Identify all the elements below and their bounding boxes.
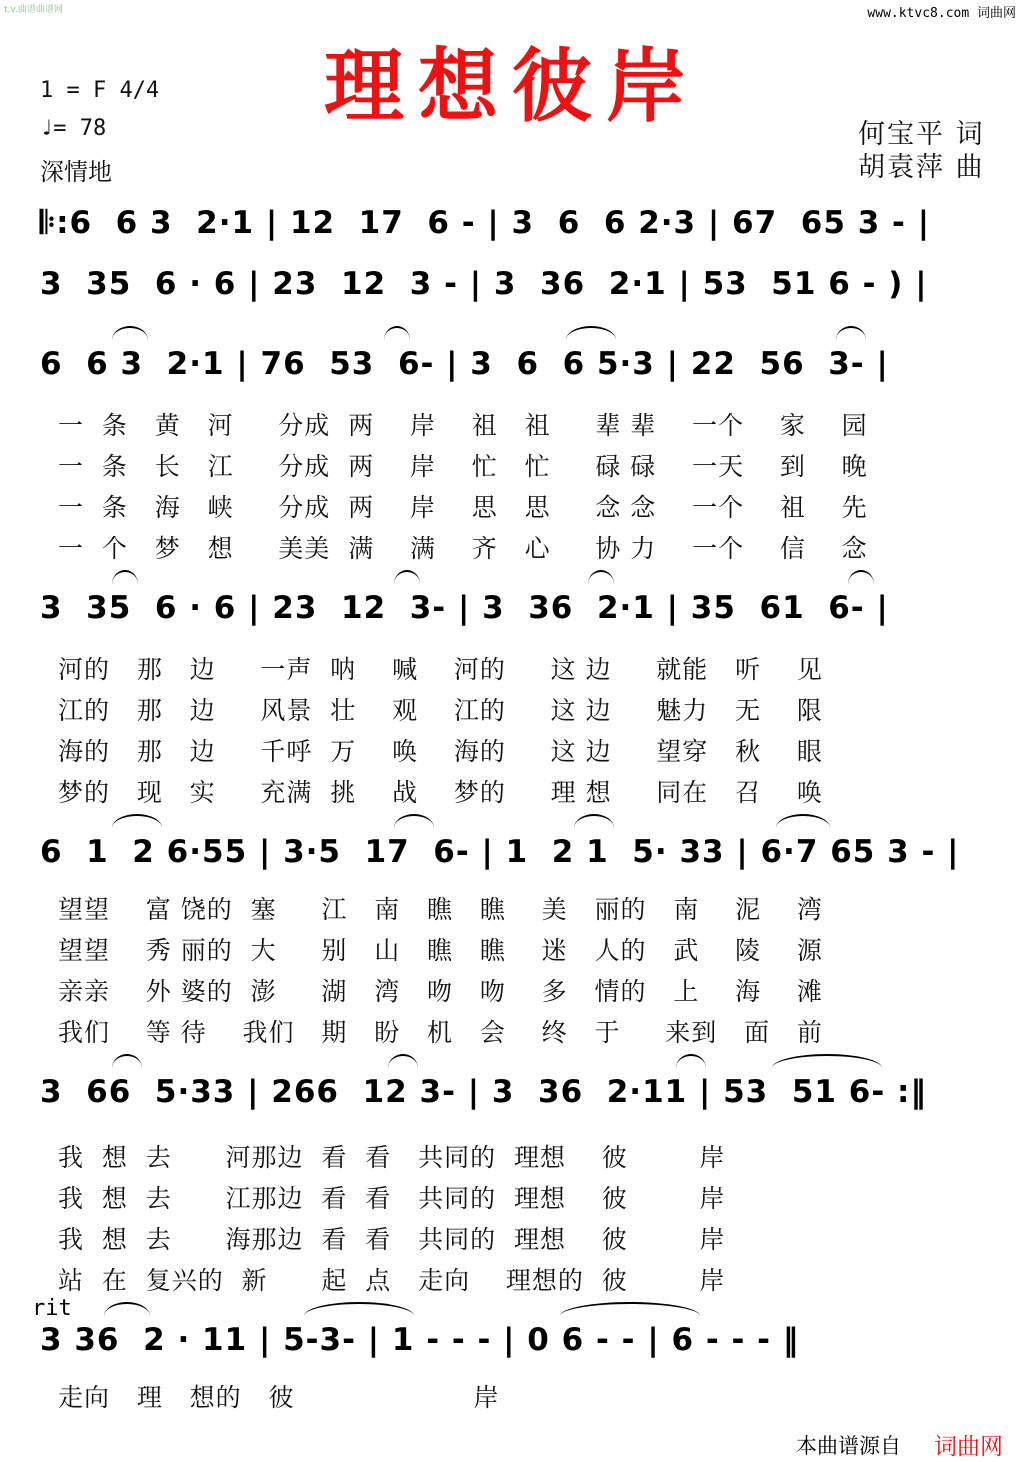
watermark-left: t.v.曲谱曲谱网 [4,5,63,15]
staff-line-7: 3 36 2 · 11 | 5-3- | 1 - - - | 0 6 - - | 6 - - - ‖ [40,1322,800,1358]
slur-mark [112,570,138,584]
staff-line-1: 𝄆:6 6 3 2·1 | 12 17 6 - | 3 6 6 2·3 | 67 65 3 - | [40,205,931,241]
lyric-line: 梦的 现 实 充满 挑 战 梦的 理 想 同在 召 唤 [58,778,823,807]
staff-line-5: 6 1 2 6·55 | 3·5 17 6- | 1 2 1 5· 33 | 6·7 65 3 - | [40,834,960,870]
lyric-line: 我们 等 待 我们 期 盼 机 会 终 于 来到 面 前 [58,1018,823,1047]
song-title: 理想彼岸 [324,40,700,133]
composer-credit: 胡袁萍 曲 [858,152,985,183]
slur-mark [384,326,410,340]
lyric-line: 站 在 复兴的 新 起 点 走向 理想的 彼 岸 [58,1266,726,1295]
lyric-line: 一 个 梦 想 美美 满 满 齐 心 协 力 一个 信 念 [58,534,868,563]
lyric-line: 一 条 海 峡 分成 两 岸 思 思 念 念 一个 祖 先 [58,493,868,522]
key-signature: 1 = F 4/4 [40,78,160,103]
slur-mark [676,1054,706,1068]
source-label: 本曲谱源自 [796,1434,901,1458]
lyricist-credit: 何宝平 词 [858,119,985,150]
tempo-marking [40,116,106,141]
slur-mark [776,814,830,828]
lyric-line: 我 想 去 江那边 看 看 共同的 理想 彼 岸 [58,1184,726,1213]
lyric-line: 望望 秀 丽的 大 别 山 瞧 瞧 迷 人的 武 陵 源 [58,936,823,965]
lyric-line: 我 想 去 河那边 看 看 共同的 理想 彼 岸 [58,1143,726,1172]
lyric-line: 河的 那 边 一声 呐 喊 河的 这 边 就能 听 见 [58,655,823,684]
quarter-note-icon: ♩ [40,116,54,141]
staff-line-6: 3 66 5·33 | 266 12 3- | 3 36 2·11 | 53 51 6- :‖ [40,1074,927,1110]
source-site-link[interactable]: 词曲网 [934,1434,1003,1460]
slur-mark [104,1302,150,1316]
slur-mark [112,326,148,340]
lyric-line: 走向 理 想的 彼 岸 [58,1383,500,1412]
staff-line-2: 3 35 6 · 6 | 23 12 3 - | 3 36 2·1 | 53 51 6 - ) | [40,266,928,302]
ritardando-marking: rit [32,1296,72,1321]
staff-line-4: 3 35 6 · 6 | 23 12 3- | 3 36 2·1 | 35 61 6- | [40,590,889,626]
lyric-line: 望望 富 饶的 塞 江 南 瞧 瞧 美 丽的 南 泥 湾 [58,895,823,924]
watermark-right: www.ktvc8.com 词曲网 [867,6,1016,21]
slur-mark [112,1054,142,1068]
slur-mark [560,1302,700,1316]
slur-mark [304,1302,414,1316]
slur-mark [772,1054,882,1068]
staff-line-3: 6 6 3 2·1 | 76 53 6- | 3 6 6 5·3 | 22 56 3- | [40,346,889,382]
lyric-line: 亲亲 外 婆的 澎 湖 湾 吻 吻 多 情的 上 海 滩 [58,977,823,1006]
slur-mark [394,814,434,828]
tempo-value: = 78 [53,116,107,141]
slur-mark [588,570,614,584]
slur-mark [388,1054,418,1068]
slur-mark [836,326,866,340]
lyric-line: 海的 那 边 千呼 万 唤 海的 这 边 望穿 秋 眼 [58,737,823,766]
slur-mark [848,570,874,584]
expression-marking: 深情地 [40,158,112,186]
slur-mark [394,570,420,584]
lyric-line: 一 条 长 江 分成 两 岸 忙 忙 碌 碌 一天 到 晚 [58,452,868,481]
slur-mark [566,326,616,340]
slur-mark [574,814,614,828]
slur-mark [112,814,162,828]
lyric-line: 江的 那 边 风景 壮 观 江的 这 边 魅力 无 限 [58,696,823,725]
lyric-line: 一 条 黄 河 分成 两 岸 祖 祖 辈 辈 一个 家 园 [58,411,868,440]
lyric-line: 我 想 去 海那边 看 看 共同的 理想 彼 岸 [58,1225,726,1254]
